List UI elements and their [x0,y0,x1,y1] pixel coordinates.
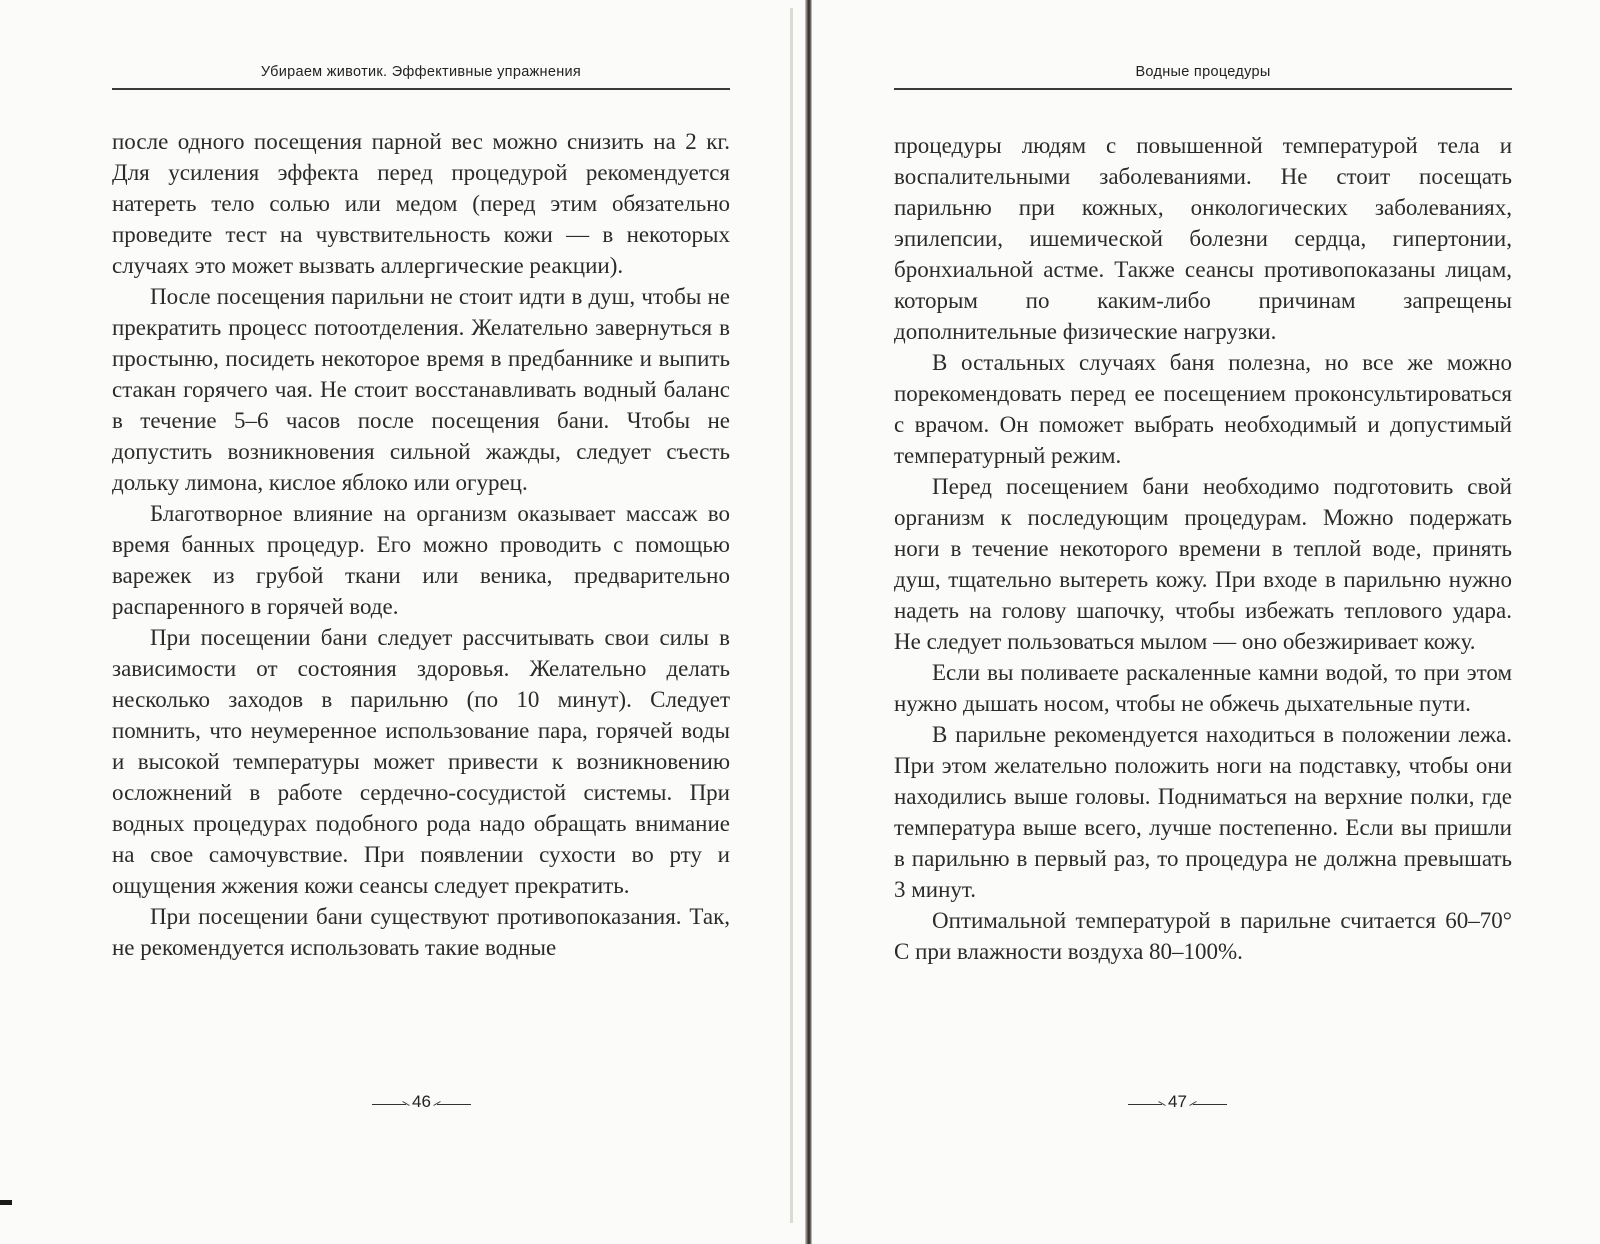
paragraph: При посещении бани следует рассчитывать свои силы в зависимости от состояния здоровья. Желательно делать несколько заходов в парильню (по 10 минут). Следует помнить, что неумеренное использование пара, горячей воды и высокой температуры может привести к возникновению осложнений в работе сердечно-сосудистой системы. При водных процедурах подобного рода надо обращать внимание на свое самочувствие. При появлении сухости во рту и ощущения жжения кожи сеансы следует прекратить. [112,625,730,898]
paragraph: после одного посещения парной вес можно снизить на 2 кг. Для усиления эффекта перед процедурой рекомендуется натереть тело солью или медом (перед этим обязательно проведите тест на чувствительность кожи — в некоторых случаях это может вызвать аллергические реакции). [112,129,730,278]
paragraph: В парильне рекомендуется находиться в положении лежа. При этом желательно положить ноги на подставку, чтобы они находились выше головы. Подниматься на верхние полки, где температура выше всего, лучше постепенно. Если вы пришли в парильню в первый раз, то процедура не должна превышать 3 минут. [894,722,1512,902]
running-head-right: Водные процедуры [1135,64,1271,80]
folio-ornament-left [372,1104,406,1105]
scan-corner-mark [0,1200,12,1205]
running-head-left: Убираем животик. Эффективные упражнения [260,64,582,80]
paragraph: Если вы поливаете раскаленные камни водой, то при этом нужно дышать носом, чтобы не обжечь дыхательные пути. [894,660,1512,716]
paragraph: При посещении бани существуют противопоказания. Так, не рекомендуется использовать такие водные [112,904,730,960]
header-rule-right [894,88,1512,90]
paragraph: Оптимальной температурой в парильне считается 60–70° С при влажности воздуха 80–100%. [894,908,1512,964]
page-edge-shadow [790,8,793,1223]
page-number-value: 46 [412,1092,431,1111]
folio-ornament-left [1128,1104,1162,1105]
body-text-left [112,126,730,963]
page-number-value: 47 [1168,1092,1187,1111]
folio-ornament-right [437,1104,471,1105]
paragraph: процедуры людям с повышенной температурой тела и воспалительными заболеваниями. Не стоит посещать парильню при кожных, онкологических заболеваниях, эпилепсии, ишемической болезни сердца, гипертонии, бронхиальной астме. Также сеансы противопоказаны лицам, которым по каким-либо причинам запрещены дополнительные физические нагрузки. [894,133,1512,344]
folio-ornament-right [1193,1104,1227,1105]
paragraph: В остальных случаях баня полезна, но все же можно порекомендовать перед ее посещением проконсультироваться с врачом. Он поможет выбрать необходимый и допустимый температурный режим. [894,350,1512,468]
paragraph: После посещения парильни не стоит идти в душ, чтобы не прекратить процесс потоотделения. Желательно завернуться в простыню, посидеть некоторое время в предбаннике и выпить стакан горячего чая. Не стоит восстанавливать водный баланс в течение 5–6 часов после посещения бани. Чтобы не допустить возникновения сильной жажды, следует съесть дольку лимона, кислое яблоко или огурец. [112,284,730,495]
header-rule-left [112,88,730,90]
body-text-right [894,130,1512,967]
paragraph: Благотворное влияние на организм оказывает массаж во время банных процедур. Его можно проводить с помощью варежек из грубой ткани или веника, предварительно распаренного в горячей воде. [112,501,730,619]
page-number-right [1128,1092,1227,1116]
page-number-left [372,1092,471,1116]
right-page [806,0,1600,1244]
paragraph: Перед посещением бани необходимо подготовить свой организм к последующим процедурам. Можно подержать ноги в течение некоторого времени в теплой воде, принять душ, тщательно вытереть кожу. При входе в парильню нужно надеть на голову шапочку, чтобы избежать теплового удара. Не следует пользоваться мылом — оно обезжиривает кожу. [894,474,1512,654]
